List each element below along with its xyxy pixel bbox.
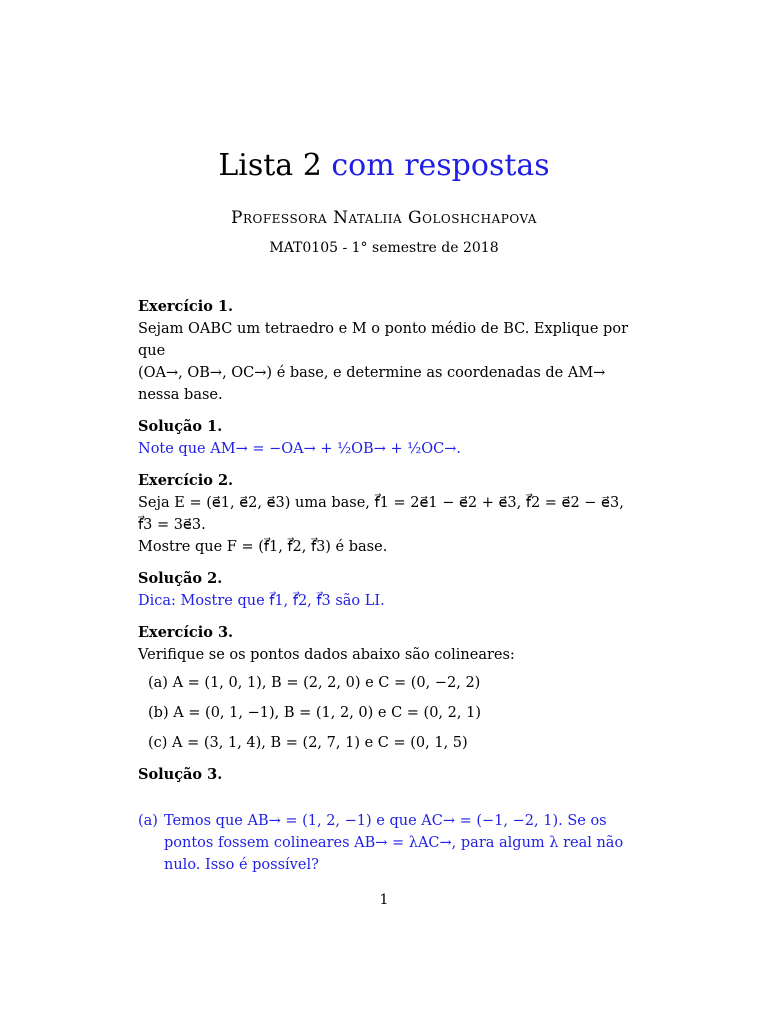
author: Professora Nataliia Goloshchapova (231, 208, 537, 228)
title-accent: com respostas (331, 148, 550, 183)
exercise-3-heading: Exercício 3. (138, 624, 234, 641)
solution-3-heading: Solução 3. (138, 766, 223, 783)
document-body (138, 296, 630, 886)
exercise-2 (138, 470, 630, 558)
solution-3-item-label: (a) (138, 813, 158, 829)
exercise-1-line-1: Sejam OABC um tetraedro e M o ponto médio de BC. Explique por que (138, 321, 628, 359)
list-item: (c) A = (3, 1, 4), B = (2, 7, 1) e C = (0, 1, 5) (148, 735, 468, 751)
course-info: MAT0105 - 1° semestre de 2018 (269, 240, 499, 256)
exercise-2-line-1: Seja E = (e⃗1, e⃗2, e⃗3) uma base, f⃗1 = 2e⃗1 − e⃗2 + e⃗3, f⃗2 = e⃗2 − e⃗3, f⃗3 = 3e⃗3. (138, 495, 624, 533)
solution-3-item-a (138, 810, 630, 876)
exercise-3 (138, 622, 630, 754)
solution-3-item-text: Temos que AB→ = (1, 2, −1) e que AC→ = (−1, −2, 1). Se os pontos fossem colineares AB→ = λAC→, para algum λ real não nulo. Isso é possível? (164, 813, 624, 873)
solution-3 (138, 764, 630, 876)
solution-1-text: Note que AM→ = −OA→ + ½OB→ + ½OC→. (138, 441, 462, 457)
list-item: (b) A = (0, 1, −1), B = (1, 2, 0) e C = (0, 2, 1) (148, 705, 481, 721)
title-main: Lista 2 (218, 148, 322, 183)
exercise-1 (138, 296, 630, 406)
exercise-1-heading: Exercício 1. (138, 298, 234, 315)
list-item: (a) A = (1, 0, 1), B = (2, 2, 0) e C = (0, −2, 2) (148, 675, 481, 691)
exercise-1-line-2: (OA→, OB→, OC→) é base, e determine as coordenadas de AM→ nessa base. (138, 365, 606, 403)
solution-1-heading: Solução 1. (138, 418, 223, 435)
exercise-3-items (148, 672, 630, 754)
exercise-2-line-2: Mostre que F = (f⃗1, f⃗2, f⃗3) é base. (138, 539, 388, 555)
page-title (0, 146, 768, 186)
solution-1 (138, 416, 630, 460)
exercise-3-line-1: Verifique se os pontos dados abaixo são colineares: (138, 647, 515, 663)
solution-2-text: Dica: Mostre que f⃗1, f⃗2, f⃗3 são LI. (138, 593, 385, 609)
solution-2 (138, 568, 630, 612)
exercise-2-heading: Exercício 2. (138, 472, 234, 489)
solution-2-heading: Solução 2. (138, 570, 223, 587)
page-number: 1 (379, 892, 389, 908)
